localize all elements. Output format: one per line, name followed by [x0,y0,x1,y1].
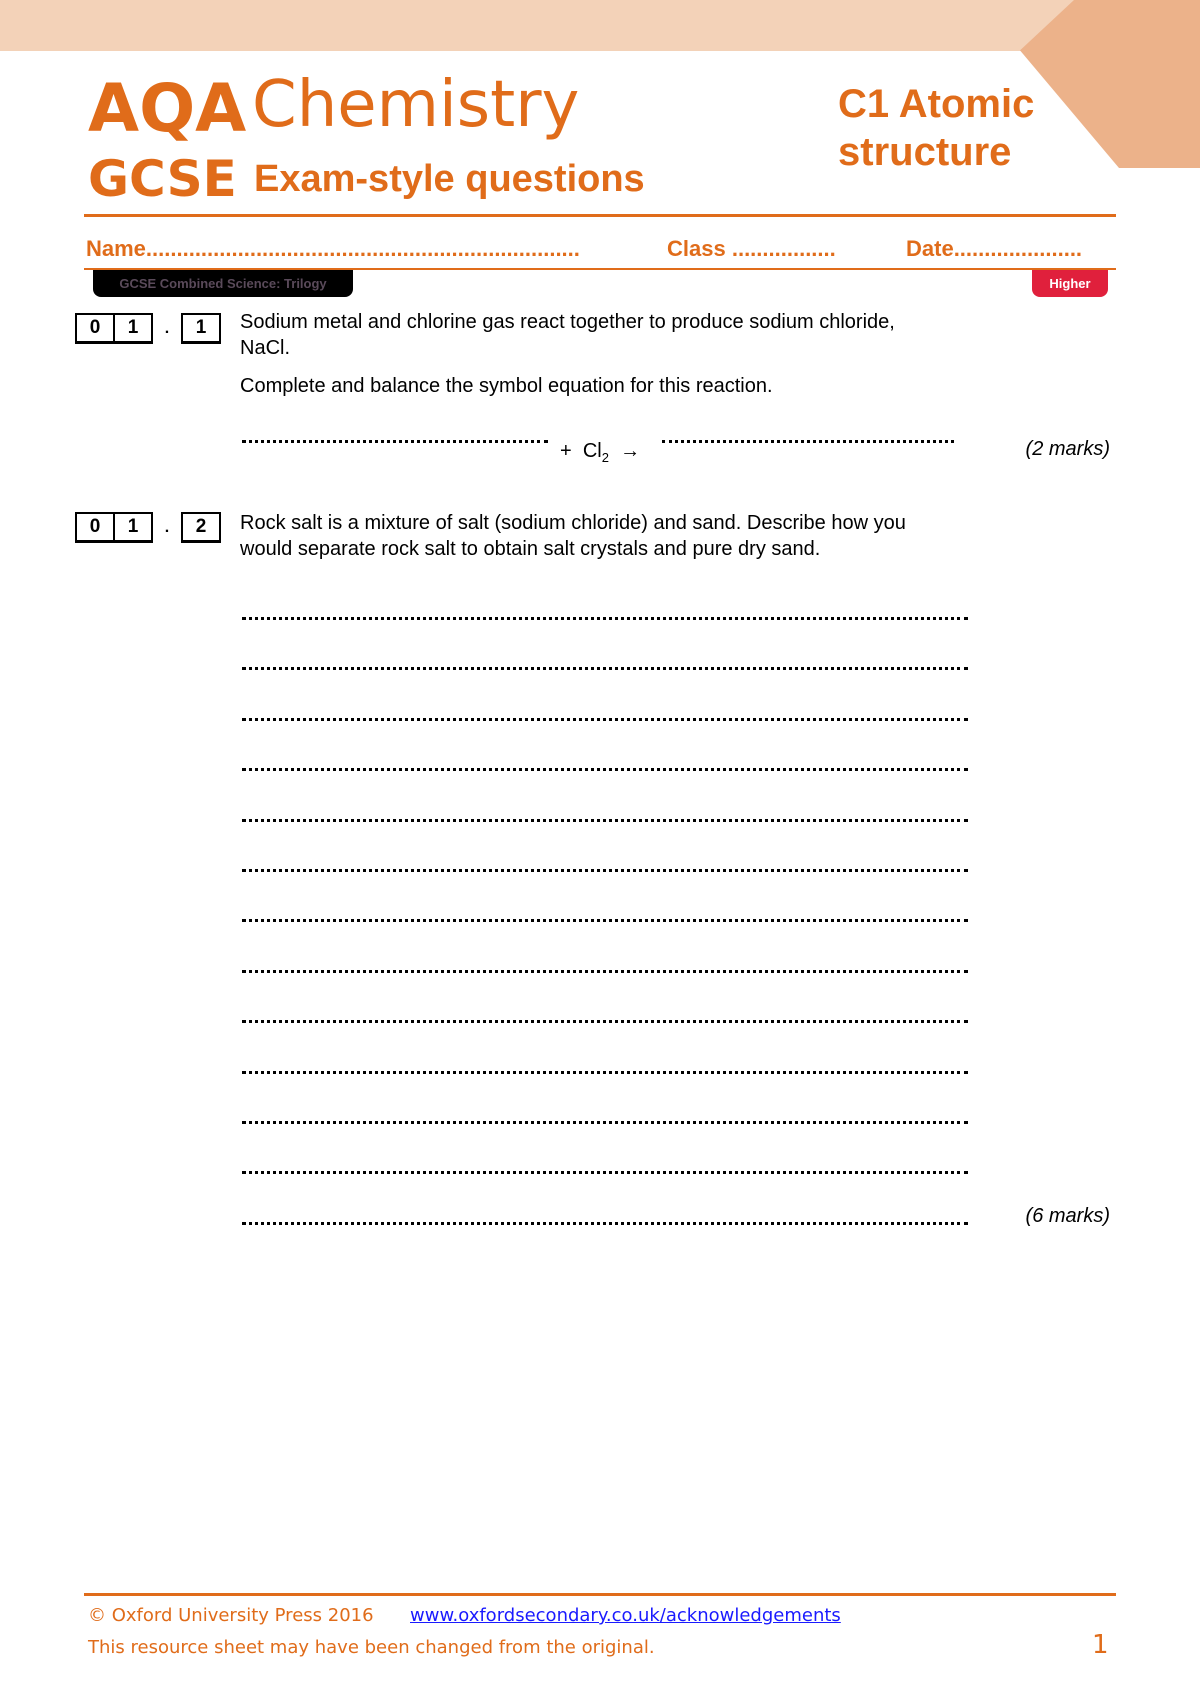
answer-line[interactable] [242,1071,968,1074]
aqa-logo: AQA [88,70,247,147]
question-text: Sodium metal and chlorine gas react together to produce sodium chloride, NaCl. [240,311,895,359]
topic-line: C1 Atomic [838,82,1035,126]
copyright: © Oxford University Press 2016 [88,1605,374,1626]
question-instruction: Complete and balance the symbol equation for this reaction. [240,375,773,397]
answer-line[interactable] [242,1171,968,1174]
answer-line[interactable] [662,440,954,443]
question-number-01-1: 0 1 . 1 [75,313,221,344]
header-band [0,0,1200,51]
answer-line[interactable] [242,718,968,721]
footer-note: This resource sheet may have been changed from the original. [88,1637,655,1658]
page-subtitle: Exam-style questions [254,158,645,200]
gcse-label: GCSE [88,150,237,208]
answer-line[interactable] [242,919,968,922]
digit-box: 1 [115,512,153,543]
date-field[interactable]: Date..................... [906,236,1083,261]
date-label: Date [906,236,954,261]
answer-line[interactable] [242,667,968,670]
answer-line[interactable] [242,1121,968,1124]
answer-line[interactable] [242,970,968,973]
answer-line[interactable] [242,1222,968,1225]
acknowledgements-link[interactable]: www.oxfordsecondary.co.uk/acknowledgements [410,1605,841,1626]
answer-line[interactable] [242,1020,968,1023]
digit-box: 1 [181,313,221,344]
topic-title [838,80,1078,176]
answer-line[interactable] [242,440,548,443]
name-field[interactable]: Name....................................................................... [86,236,580,261]
footer-divider [84,1593,1116,1596]
arrow: → [620,440,641,462]
answer-line[interactable] [242,617,968,620]
page-number: 1 [1092,1630,1109,1660]
name-label: Name [86,236,146,261]
class-label: Class [667,236,726,261]
answer-line[interactable] [242,768,968,771]
question-number-01-2: 0 1 . 2 [75,512,221,543]
reactant: Cl [582,440,602,462]
subscript: 2 [601,450,609,465]
equation [560,438,640,471]
plus: + [560,440,572,462]
subject-title: Chemistry [252,68,580,142]
tier-badge: Higher [1032,270,1108,297]
question-text: Rock salt is a mixture of salt (sodium chloride) and sand. Describe how you would separate rock salt to obtain salt crystals and pure dry sand. [240,512,906,560]
marks: (6 marks) [1025,1205,1110,1227]
answer-line[interactable] [242,819,968,822]
digit-box: 1 [115,313,153,344]
divider [84,214,1116,217]
digit-box: 0 [75,313,115,344]
topic-line: structure [838,130,1012,174]
answer-line[interactable] [242,869,968,872]
class-field[interactable]: Class ................. [667,236,836,261]
digit-box: 0 [75,512,115,543]
digit-box: 2 [181,512,221,543]
marks: (2 marks) [1025,438,1110,460]
course-badge: GCSE Combined Science: Trilogy [93,270,353,297]
